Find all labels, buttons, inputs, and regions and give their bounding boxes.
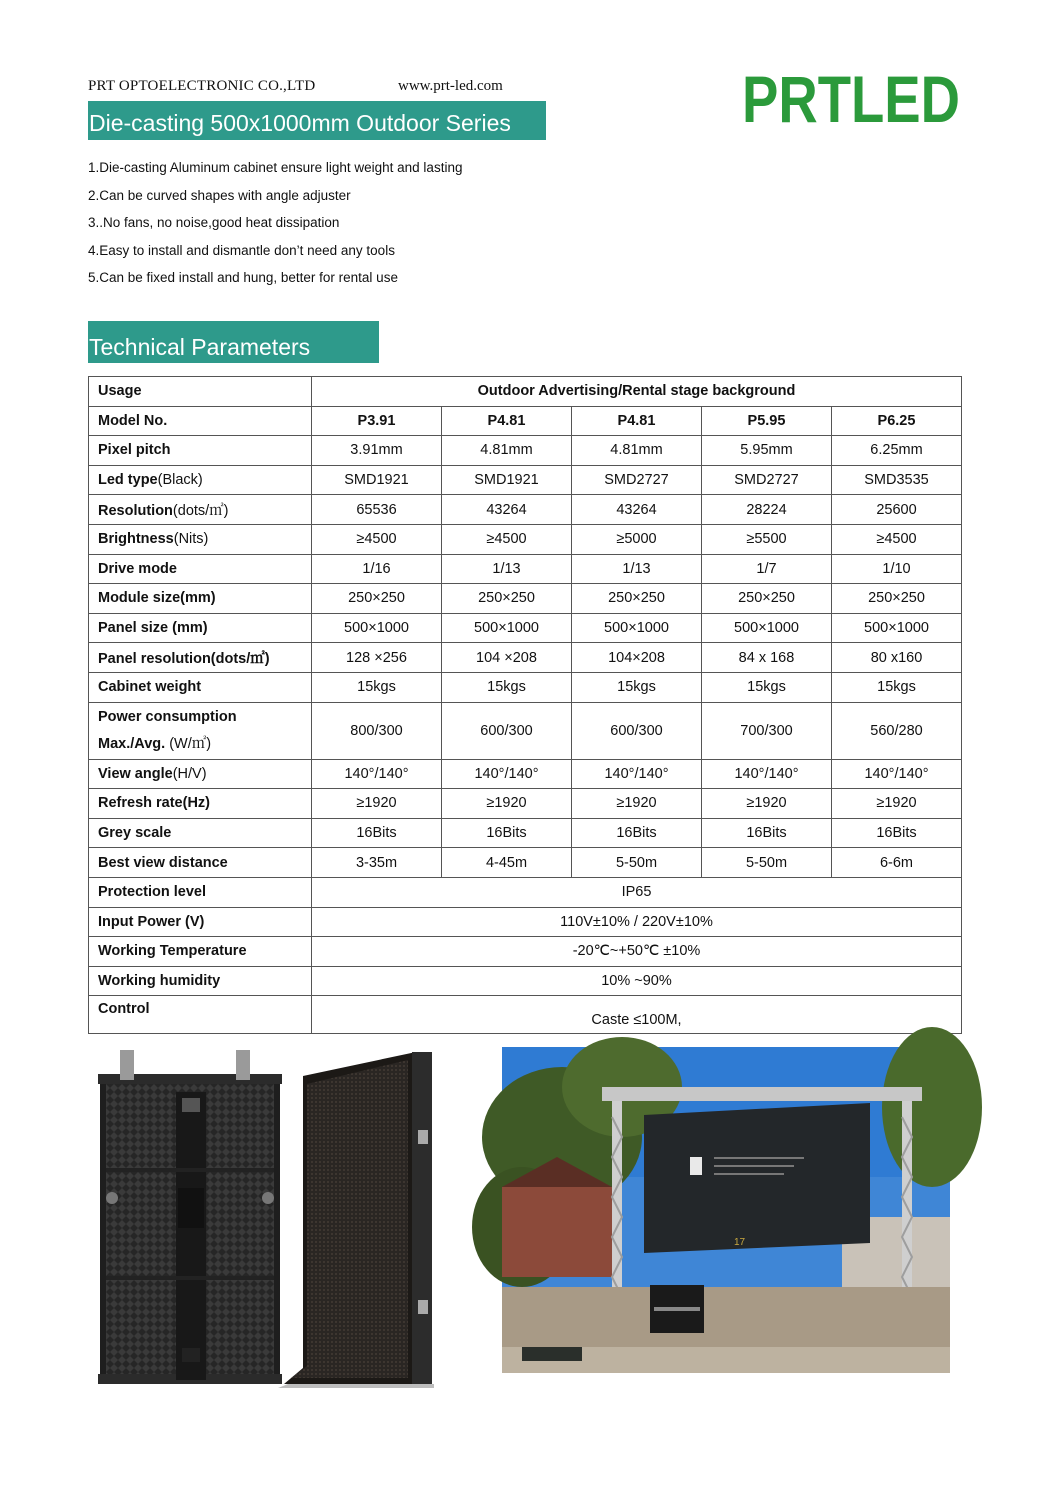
- table-row: [89, 672, 962, 702]
- table-cell: ≥4500: [442, 524, 572, 554]
- table-cell: 700/300: [702, 702, 832, 759]
- row-label: Control: [89, 996, 312, 1034]
- table-cell: IP65: [312, 877, 962, 907]
- table-cell: 600/300: [572, 702, 702, 759]
- row-label: Refresh rate(Hz): [89, 789, 312, 819]
- table-cell: 600/300: [442, 702, 572, 759]
- table-cell: -20℃~+50℃ ±10%: [312, 937, 962, 967]
- table-cell: 25600: [832, 495, 962, 525]
- table-cell: 104 ×208: [442, 643, 572, 673]
- row-label: Cabinet weight: [89, 672, 312, 702]
- table-cell: ≥4500: [832, 524, 962, 554]
- usage-value: Outdoor Advertising/Rental stage background: [312, 377, 962, 407]
- table-row: [89, 877, 962, 907]
- table-row: [89, 465, 962, 495]
- table-cell: 5-50m: [702, 848, 832, 878]
- row-label: Brightness(Nits): [89, 524, 312, 554]
- table-cell: 500×1000: [702, 613, 832, 643]
- table-row: [89, 996, 962, 1034]
- table-cell: 140°/140°: [572, 759, 702, 789]
- website-url[interactable]: www.prt-led.com: [398, 78, 503, 94]
- table-cell: 1/16: [312, 554, 442, 584]
- table-cell: ≥1920: [832, 789, 962, 819]
- row-label: Grey scale: [89, 818, 312, 848]
- feature-list: [88, 157, 462, 295]
- feature-item: 3..No fans, no noise,good heat dissipation: [88, 215, 340, 231]
- table-row: [89, 907, 962, 937]
- feature-item: 4.Easy to install and dismantle don’t need any tools: [88, 242, 395, 258]
- table-cell: ≥5000: [572, 524, 702, 554]
- table-cell: 15kgs: [572, 672, 702, 702]
- company-name: PRT OPTOELECTRONIC CO.,LTD: [88, 78, 316, 94]
- table-row: [89, 495, 962, 525]
- feature-item: 2.Can be curved shapes with angle adjuster: [88, 187, 351, 203]
- table-row: [89, 524, 962, 554]
- table-row: [89, 759, 962, 789]
- table-cell: 65536: [312, 495, 442, 525]
- section-title-technical: Technical Parameters: [88, 321, 379, 363]
- row-label: Protection level: [89, 877, 312, 907]
- table-cell: SMD1921: [312, 465, 442, 495]
- table-cell: 4.81mm: [442, 436, 572, 466]
- row-label: View angle(H/V): [89, 759, 312, 789]
- table-cell: ≥1920: [702, 789, 832, 819]
- table-cell: 1/10: [832, 554, 962, 584]
- prtled-logo: [740, 62, 964, 136]
- table-cell: 10% ~90%: [312, 966, 962, 996]
- cabinet-product-photo: [98, 1048, 434, 1388]
- table-cell: P4.81: [442, 406, 572, 436]
- row-label: Panel size (mm): [89, 613, 312, 643]
- table-cell: 250×250: [832, 584, 962, 614]
- table-cell: 4-45m: [442, 848, 572, 878]
- feature-item: 5.Can be fixed install and hung, better for rental use: [88, 270, 398, 286]
- table-cell: SMD2727: [702, 465, 832, 495]
- table-row: [89, 818, 962, 848]
- table-cell: 84 x 168: [702, 643, 832, 673]
- table-cell: 16Bits: [442, 818, 572, 848]
- table-cell: ≥4500: [312, 524, 442, 554]
- table-cell: 3.91mm: [312, 436, 442, 466]
- table-cell: 1/7: [702, 554, 832, 584]
- spec-table: [88, 376, 962, 1034]
- row-label: Working humidity: [89, 966, 312, 996]
- table-cell: 16Bits: [572, 818, 702, 848]
- table-cell: 15kgs: [832, 672, 962, 702]
- row-label: Panel resolution(dots/㎡): [89, 643, 312, 673]
- row-label: Best view distance: [89, 848, 312, 878]
- table-cell: 140°/140°: [832, 759, 962, 789]
- row-label: Resolution(dots/㎡): [89, 495, 312, 525]
- row-label: Usage: [89, 377, 312, 407]
- table-cell: 16Bits: [312, 818, 442, 848]
- table-cell: 560/280: [832, 702, 962, 759]
- panel-side-view: [278, 1052, 434, 1388]
- table-row: [89, 613, 962, 643]
- table-row: [89, 702, 962, 759]
- table-cell: 6.25mm: [832, 436, 962, 466]
- table-cell: 250×250: [442, 584, 572, 614]
- row-label: Pixel pitch: [89, 436, 312, 466]
- table-cell: 250×250: [702, 584, 832, 614]
- table-cell: 500×1000: [832, 613, 962, 643]
- row-label: Drive mode: [89, 554, 312, 584]
- table-row: [89, 966, 962, 996]
- table-cell: 500×1000: [312, 613, 442, 643]
- table-row: [89, 436, 962, 466]
- table-row: [89, 377, 962, 407]
- table-cell: SMD2727: [572, 465, 702, 495]
- table-cell: 80 x160: [832, 643, 962, 673]
- table-cell: 4.81mm: [572, 436, 702, 466]
- table-cell: P6.25: [832, 406, 962, 436]
- table-cell: 15kgs: [702, 672, 832, 702]
- table-cell: ≥1920: [572, 789, 702, 819]
- table-cell: 140°/140°: [312, 759, 442, 789]
- table-cell: 5.95mm: [702, 436, 832, 466]
- table-cell: P5.95: [702, 406, 832, 436]
- logo-text: PRTLED: [742, 62, 960, 136]
- table-cell: 800/300: [312, 702, 442, 759]
- table-cell: Caste ≤100M,: [312, 996, 962, 1034]
- table-cell: SMD3535: [832, 465, 962, 495]
- table-cell: 104×208: [572, 643, 702, 673]
- table-row: [89, 584, 962, 614]
- table-cell: P3.91: [312, 406, 442, 436]
- table-cell: 28224: [702, 495, 832, 525]
- table-cell: 110V±10% / 220V±10%: [312, 907, 962, 937]
- cabinet-back-view: [98, 1050, 282, 1384]
- table-row: [89, 848, 962, 878]
- table-cell: 16Bits: [832, 818, 962, 848]
- table-row: [89, 937, 962, 967]
- outdoor-installation-photo: [502, 1047, 950, 1373]
- table-cell: 140°/140°: [702, 759, 832, 789]
- table-cell: 1/13: [572, 554, 702, 584]
- table-cell: ≥5500: [702, 524, 832, 554]
- table-cell: 5-50m: [572, 848, 702, 878]
- row-label: Led type(Black): [89, 465, 312, 495]
- table-cell: 6-6m: [832, 848, 962, 878]
- table-cell: 500×1000: [442, 613, 572, 643]
- table-cell: 128 ×256: [312, 643, 442, 673]
- table-row: [89, 643, 962, 673]
- row-label: Working Temperature: [89, 937, 312, 967]
- table-cell: 15kgs: [442, 672, 572, 702]
- table-row: [89, 554, 962, 584]
- screen-number: 17: [734, 1237, 746, 1248]
- table-cell: 43264: [442, 495, 572, 525]
- table-cell: 140°/140°: [442, 759, 572, 789]
- table-cell: 16Bits: [702, 818, 832, 848]
- row-label: Model No.: [89, 406, 312, 436]
- table-row: [89, 789, 962, 819]
- table-cell: 1/13: [442, 554, 572, 584]
- feature-item: 1.Die-casting Aluminum cabinet ensure light weight and lasting: [88, 160, 463, 175]
- row-label: Input Power (V): [89, 907, 312, 937]
- table-cell: 250×250: [312, 584, 442, 614]
- table-cell: 15kgs: [312, 672, 442, 702]
- table-cell: 43264: [572, 495, 702, 525]
- row-label: Module size(mm): [89, 584, 312, 614]
- table-cell: ≥1920: [312, 789, 442, 819]
- table-cell: 500×1000: [572, 613, 702, 643]
- table-cell: 250×250: [572, 584, 702, 614]
- table-cell: 3-35m: [312, 848, 442, 878]
- table-row: [89, 406, 962, 436]
- row-label: Power consumption Max./Avg. (W/㎡): [89, 702, 312, 759]
- table-cell: P4.81: [572, 406, 702, 436]
- page-title: Die-casting 500x1000mm Outdoor Series: [88, 101, 546, 140]
- table-cell: SMD1921: [442, 465, 572, 495]
- table-cell: ≥1920: [442, 789, 572, 819]
